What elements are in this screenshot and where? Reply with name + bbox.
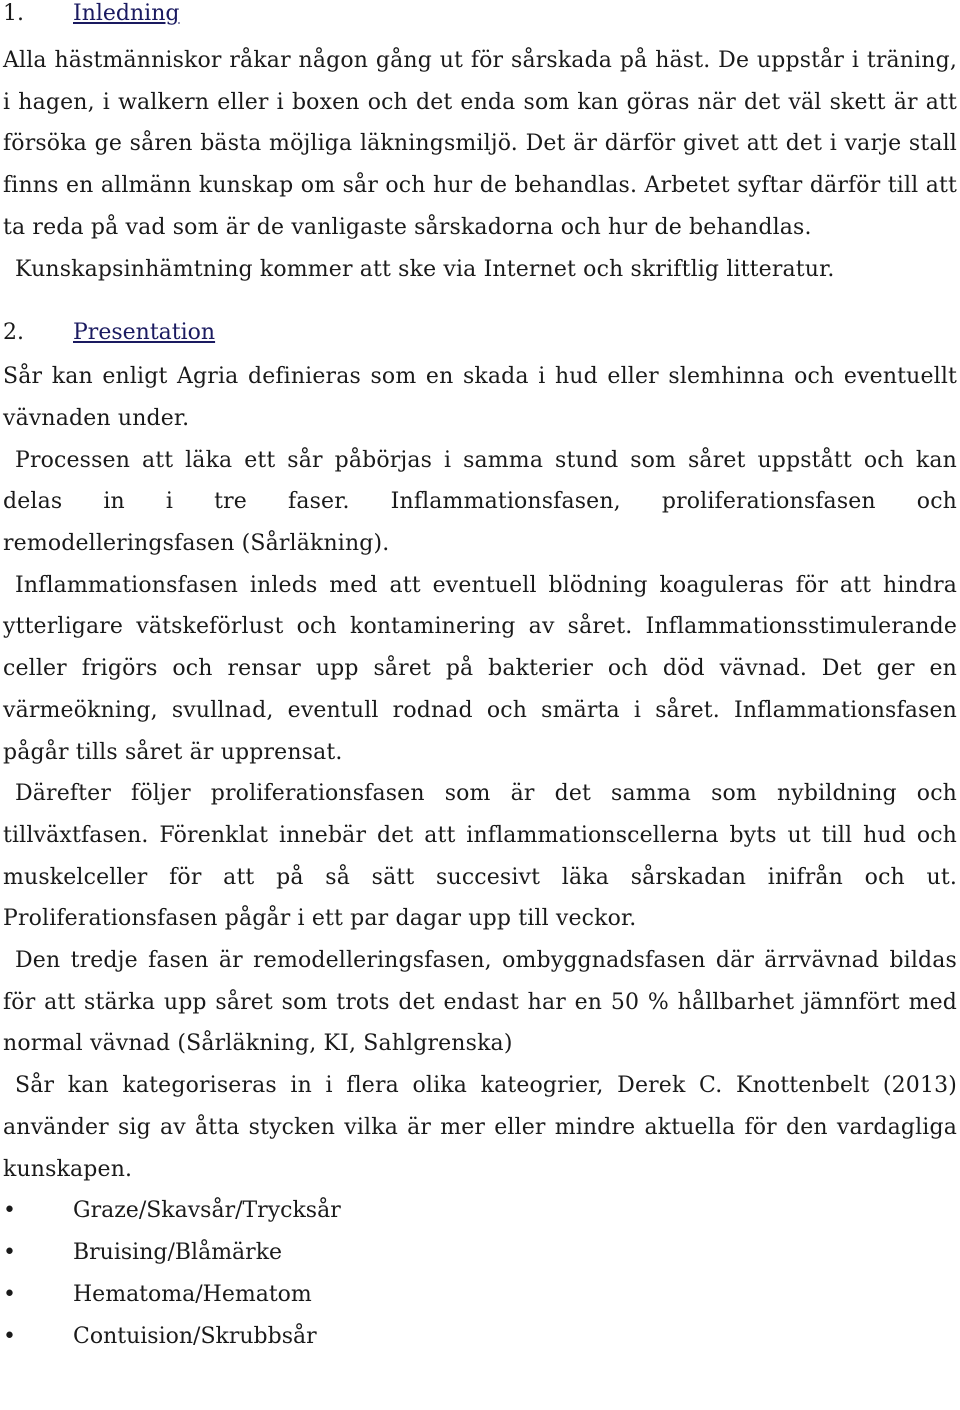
list-item-label: Contuision/Skrubbsår: [73, 1323, 317, 1349]
bullet-icon: •: [3, 1281, 16, 1307]
bullet-icon: •: [3, 1240, 16, 1266]
paragraph: Sår kan kategoriseras in i flera olika kateogrier, Derek C. Knottenbelt (2013) använder sig av åtta stycken vilka är mer eller mindre aktuella för den vardagliga kunskapen.: [3, 1073, 957, 1182]
paragraph: Alla hästmänniskor råkar någon gång ut för sårskada på häst. De uppstår i träning, i hagen, i walkern eller i boxen och det enda som kan göras när det väl skett är att försöka ge såren bästa möjliga läkningsmiljö. Det är därför givet att det i varje stall finns en allmänn kunskap om sår och hur de behandlas. Arbetet syftar därför till att ta reda på vad som är de vanligaste sårskadorna och hur de behandlas.: [3, 48, 957, 240]
wound-category-list: [3, 1190, 957, 1357]
section-heading-presentation: [3, 320, 957, 346]
document-page: [3, 0, 957, 1357]
list-item-label: Bruising/Blåmärke: [73, 1240, 283, 1266]
paragraph: Inflammationsfasen inleds med att eventuell blödning koaguleras för att hindra ytterligare vätskeförlust och kontaminering av såret. Inflammationsstimulerande celler frigörs och rensar upp såret på bakterier och död vävnad. Det ger en värmeökning, svullnad, eventull rodnad och smärta i såret. Inflammationsfasen pågår tills såret är upprensat.: [3, 572, 957, 765]
list-item: [3, 1232, 957, 1274]
paragraph: Processen att läka ett sår påbörjas i samma stund som såret uppstått och kan delas in i tre faser. Inflammationsfasen, proliferationsfasen och remodelleringsfasen (Sårläkning).: [3, 447, 957, 557]
bullet-icon: •: [3, 1323, 16, 1349]
list-item-label: Graze/Skavsår/Trycksår: [73, 1198, 341, 1224]
paragraph: Den tredje fasen är remodelleringsfasen, ombyggnadsfasen där ärrvävnad bildas för att stärka upp såret som trots det endast har en 50 % hållbarhet jämnfört med normal vävnad (Sårläkning, KI, Sahlgrenska): [3, 948, 957, 1057]
bullet-icon: •: [3, 1198, 16, 1224]
section-number: 1.: [3, 1, 24, 26]
section-title: Presentation: [73, 320, 216, 346]
list-item: [3, 1274, 957, 1316]
paragraph: Sår kan enligt Agria definieras som en skada i hud eller slemhinna och eventuellt vävnaden under.: [3, 364, 957, 431]
section-number: 2.: [3, 320, 24, 346]
paragraph: Kunskapsinhämtning kommer att ske via Internet och skriftlig litteratur.: [15, 256, 835, 282]
list-item-label: Hematoma/Hematom: [73, 1281, 312, 1307]
section-title: Inledning: [73, 1, 180, 26]
list-item: [3, 1190, 957, 1232]
paragraph: Därefter följer proliferationsfasen som är det samma som nybildning och tillväxtfasen. Förenklat innebär det att inflammationscellerna byts ut till hud och muskelceller för att på så sätt succesivt läka sårskadan inifrån och ut. Proliferationsfasen pågår i ett par dagar upp till veckor.: [3, 781, 957, 932]
list-item: [3, 1316, 957, 1358]
section-heading-inledning: [3, 1, 957, 27]
